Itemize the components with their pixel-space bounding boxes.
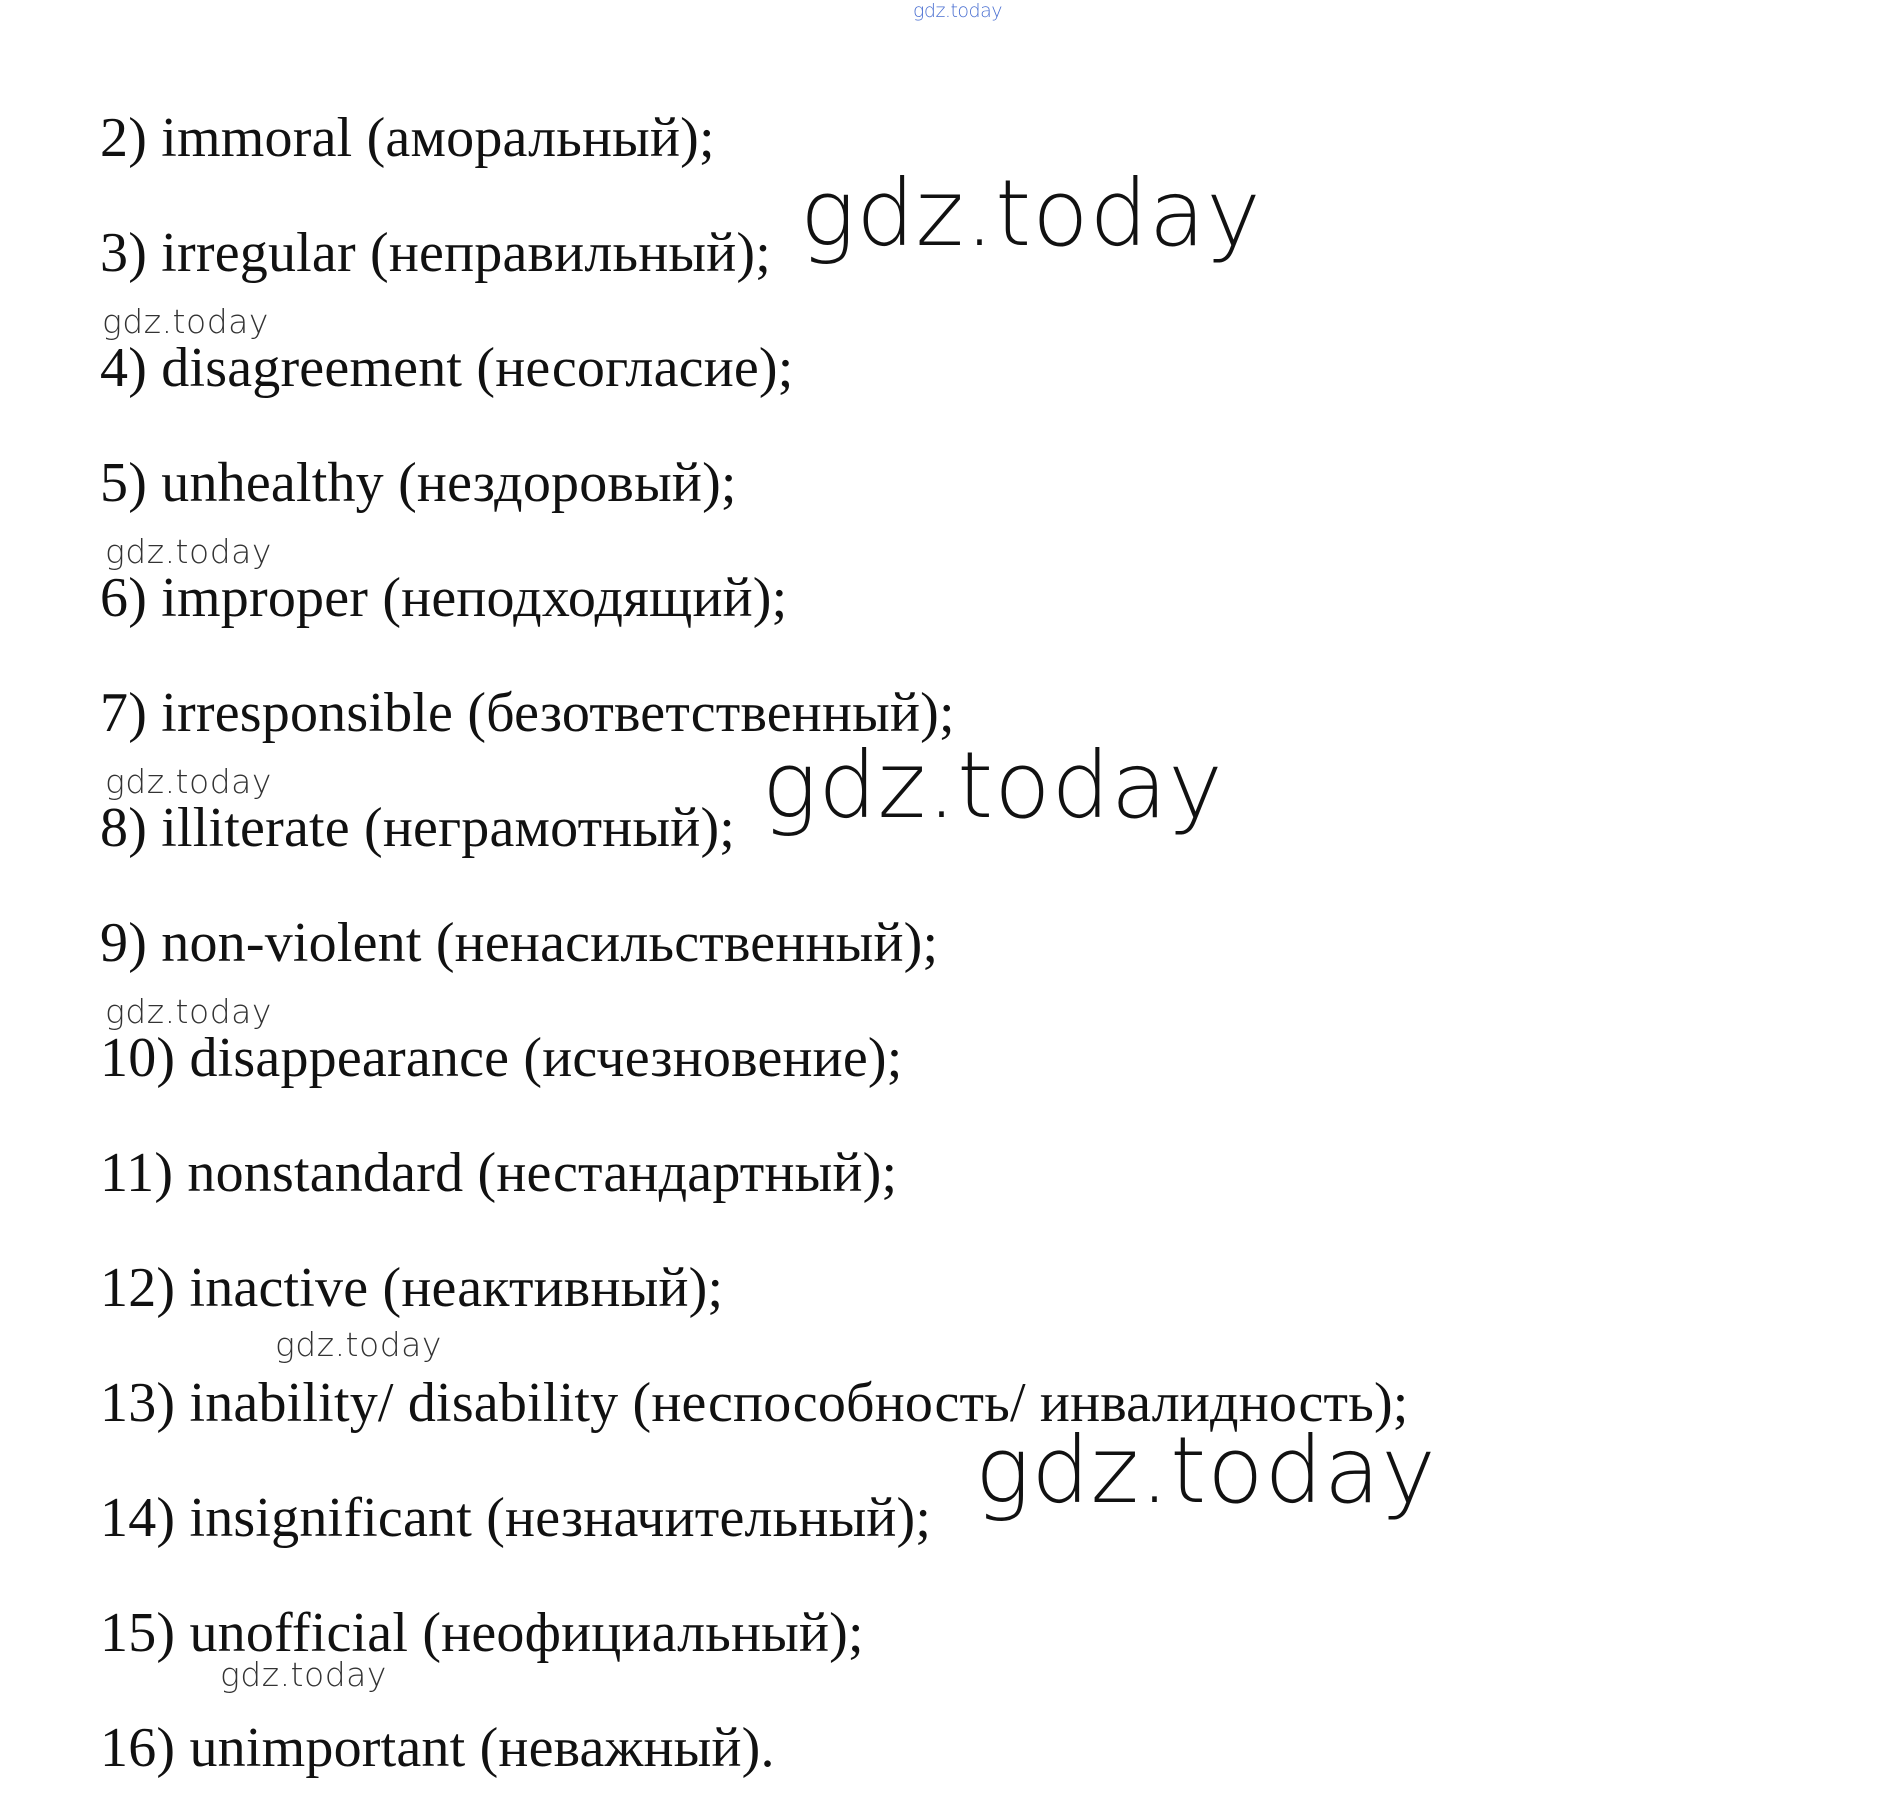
answer-line-10: 10) disappearance (исчезновение); [100, 1027, 903, 1089]
answer-line-6: 6) improper (неподходящий); [100, 567, 788, 629]
answer-line-3: 3) irregular (неправильный); [100, 222, 771, 284]
answer-line-14: 14) insignificant (незначительный); [100, 1487, 932, 1549]
watermark-small: gdz.today [275, 1325, 442, 1364]
answer-line-5: 5) unhealthy (нездоровый); [100, 452, 737, 514]
watermark-large: gdz.today [762, 732, 1224, 839]
answer-line-8: 8) illiterate (неграмотный); [100, 797, 736, 859]
answer-line-2: 2) immoral (аморальный); [100, 107, 715, 169]
answer-line-12: 12) inactive (неактивный); [100, 1257, 724, 1319]
answer-line-11: 11) nonstandard (нестандартный); [100, 1142, 898, 1204]
watermark-small: gdz.today [105, 532, 272, 571]
watermark-large: gdz.today [975, 1417, 1437, 1524]
answer-line-4: 4) disagreement (несогласие); [100, 337, 794, 399]
watermark-large: gdz.today [800, 160, 1262, 267]
answer-line-13: 13) inability/ disability (неспособность/ инвалидность); [100, 1372, 1409, 1434]
answer-line-15: 15) unofficial (неофициальный); [100, 1602, 864, 1664]
answer-line-9: 9) non-violent (ненасильственный); [100, 912, 939, 974]
answer-line-16: 16) unimportant (неважный). [100, 1717, 775, 1779]
watermark-small: gdz.today [105, 992, 272, 1031]
watermark-small: gdz.today [220, 1655, 387, 1694]
watermark-small: gdz.today [105, 762, 272, 801]
answer-line-7: 7) irresponsible (безответственный); [100, 682, 955, 744]
watermark-small: gdz.today [102, 302, 269, 341]
header-watermark: gdz.today [913, 0, 1002, 22]
